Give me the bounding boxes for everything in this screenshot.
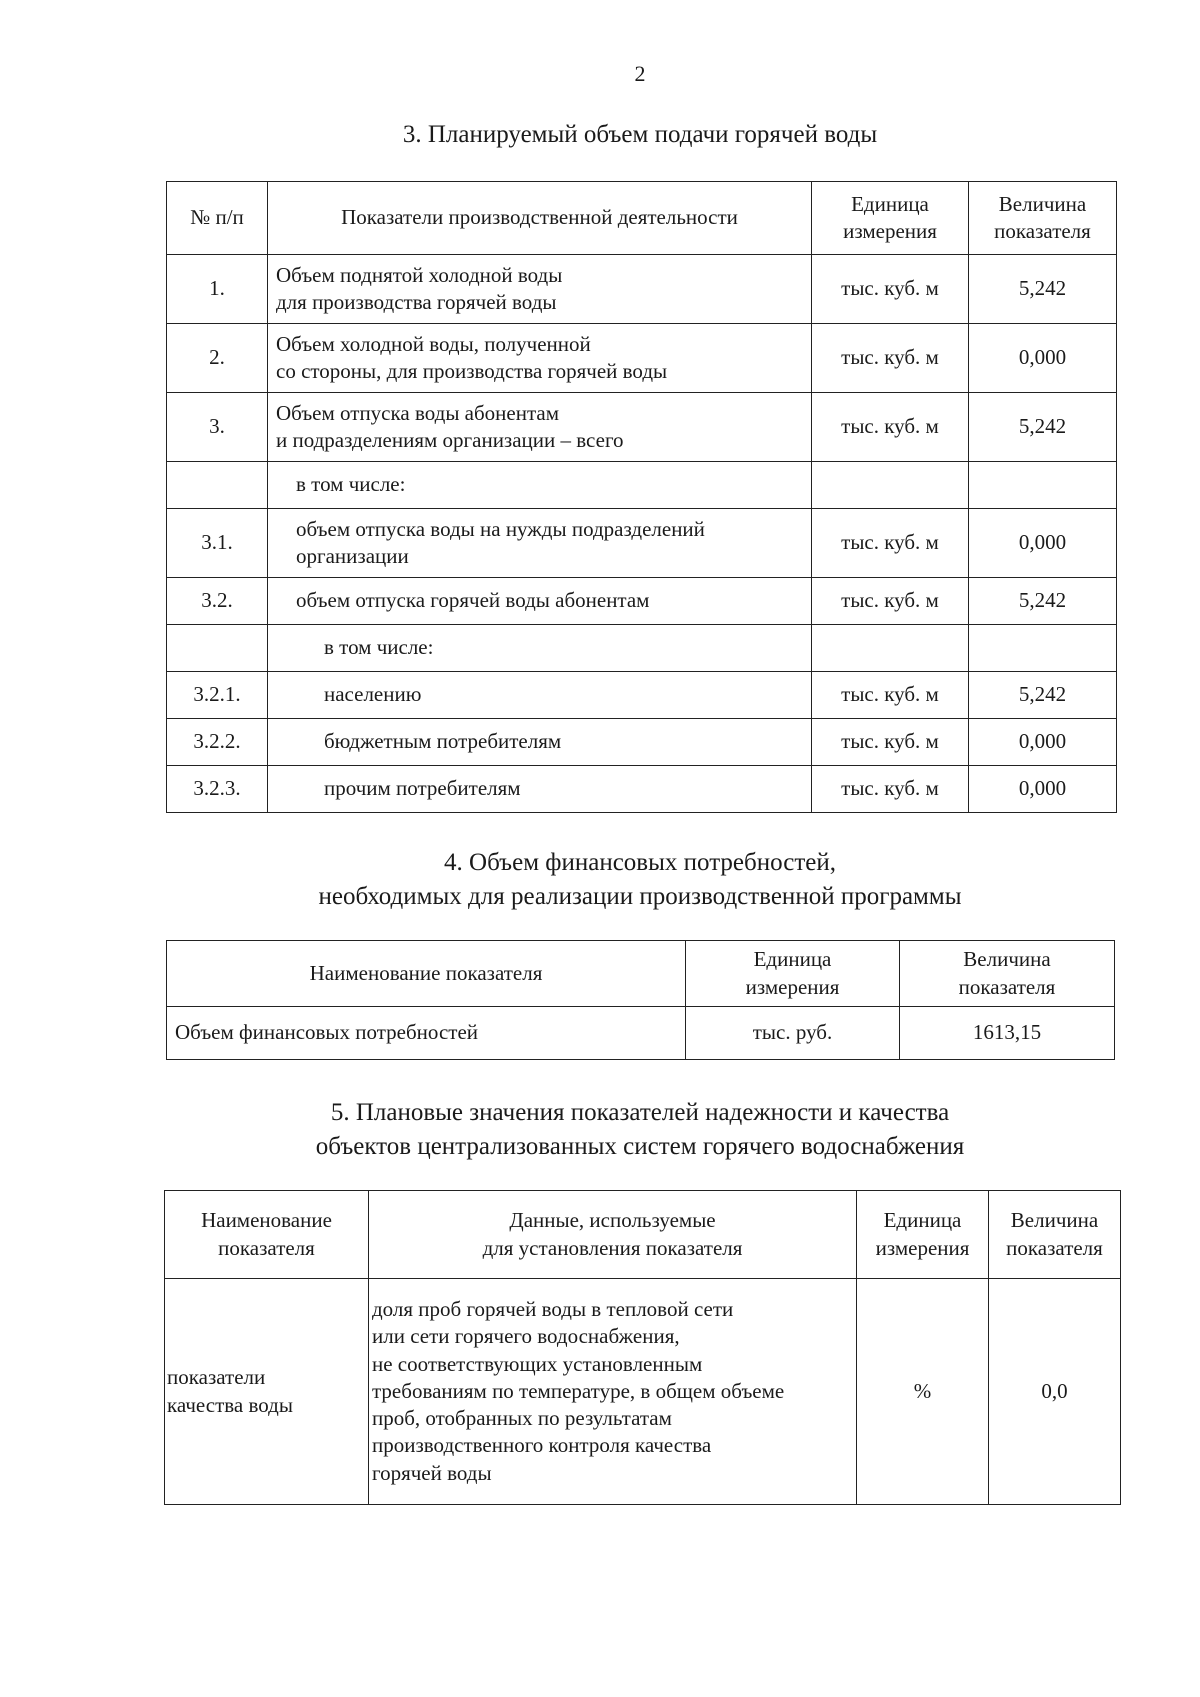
row-value: 5,242 (969, 578, 1117, 625)
reliability-quality-table (164, 1190, 1121, 1505)
header-indicator: Показатели производственной деятельности (268, 182, 812, 255)
row-value: 5,242 (969, 672, 1117, 719)
page-number: 2 (634, 61, 646, 86)
section-3-title-text: 3. Планируемый объем подачи горячей воды (402, 121, 878, 148)
table-header-row (167, 182, 1117, 255)
header-unit: Единица измерения (857, 1191, 989, 1279)
section-5-title (0, 1096, 1200, 1164)
table-row (167, 324, 1117, 393)
table-row (167, 625, 1117, 672)
row-unit: тыс. куб. м (812, 509, 969, 578)
row-unit: тыс. куб. м (812, 393, 969, 462)
row-indicator: Объем отпуска воды абонентам и подразделениям организации – всего (268, 393, 812, 462)
row-name: показатели качества воды (165, 1279, 369, 1505)
row-unit: тыс. куб. м (812, 719, 969, 766)
table-row (167, 719, 1117, 766)
table-row (167, 1007, 1115, 1060)
table-row (167, 672, 1117, 719)
hot-water-volume-table (166, 181, 1117, 813)
row-num (167, 462, 268, 509)
table-row (165, 1279, 1121, 1505)
row-unit: тыс. куб. м (812, 766, 969, 813)
table-row (167, 509, 1117, 578)
row-value: 5,242 (969, 393, 1117, 462)
row-num: 3. (167, 393, 268, 462)
table-row (167, 393, 1117, 462)
table-row (167, 462, 1117, 509)
header-value: Величина показателя (900, 941, 1115, 1007)
row-indicator: в том числе: (268, 462, 812, 509)
table-row (167, 255, 1117, 324)
header-num: № п/п (167, 182, 268, 255)
row-num: 3.2.2. (167, 719, 268, 766)
row-indicator: объем отпуска горячей воды абонентам (268, 578, 812, 625)
table-row (167, 578, 1117, 625)
row-indicator: объем отпуска воды на нужды подразделений организации (268, 509, 812, 578)
row-value: 0,000 (969, 324, 1117, 393)
header-unit: Единица измерения (686, 941, 900, 1007)
row-value (969, 462, 1117, 509)
row-indicator: Объем поднятой холодной воды для производства горячей воды (268, 255, 812, 324)
row-indicator: в том числе: (268, 625, 812, 672)
row-num: 3.1. (167, 509, 268, 578)
row-num: 3.2.1. (167, 672, 268, 719)
row-value: 0,0 (989, 1279, 1121, 1505)
row-num: 2. (167, 324, 268, 393)
table-header-row (165, 1191, 1121, 1279)
row-value: 5,242 (969, 255, 1117, 324)
row-num: 3.2.3. (167, 766, 268, 813)
row-unit: тыс. руб. (686, 1007, 900, 1060)
row-indicator: Объем холодной воды, полученной со стороны, для производства горячей воды (268, 324, 812, 393)
row-indicator: прочим потребителям (268, 766, 812, 813)
header-name: Наименование показателя (167, 941, 686, 1007)
financial-needs-table (166, 940, 1115, 1060)
row-indicator: бюджетным потребителям (268, 719, 812, 766)
header-unit: Единица измерения (812, 182, 969, 255)
section-4-title-line1: 4. Объем финансовых потребностей, (444, 849, 836, 876)
row-value: 0,000 (969, 719, 1117, 766)
row-unit: % (857, 1279, 989, 1505)
section-5-title-line2: объектов централизованных систем горячего водоснабжения (315, 1132, 965, 1160)
header-name: Наименование показателя (165, 1191, 369, 1279)
row-num: 1. (167, 255, 268, 324)
row-unit: тыс. куб. м (812, 578, 969, 625)
table-row (167, 766, 1117, 813)
row-unit: тыс. куб. м (812, 324, 969, 393)
row-value (969, 625, 1117, 672)
row-unit (812, 625, 969, 672)
row-value: 1613,15 (900, 1007, 1115, 1060)
row-indicator: населению (268, 672, 812, 719)
row-num (167, 625, 268, 672)
row-unit: тыс. куб. м (812, 672, 969, 719)
row-value: 0,000 (969, 509, 1117, 578)
section-4-title (0, 846, 1200, 914)
section-4-title-line2: необходимых для реализации производственной программы (318, 882, 962, 910)
row-num: 3.2. (167, 578, 268, 625)
row-data: доля проб горячей воды в тепловой сети или сети горячего водоснабжения, не соответствующих установленным требованиям по температуре, в общем объеме проб, отобранных по результатам производственного контроля качества горячей воды (369, 1279, 857, 1505)
row-unit: тыс. куб. м (812, 255, 969, 324)
header-value: Величина показателя (989, 1191, 1121, 1279)
table-header-row (167, 941, 1115, 1007)
header-data: Данные, используемые для установления показателя (369, 1191, 857, 1279)
row-value: 0,000 (969, 766, 1117, 813)
row-name: Объем финансовых потребностей (167, 1007, 686, 1060)
row-unit (812, 462, 969, 509)
section-5-title-line1: 5. Плановые значения показателей надежности и качества (330, 1099, 950, 1126)
header-value: Величина показателя (969, 182, 1117, 255)
section-3-title (0, 118, 1200, 152)
